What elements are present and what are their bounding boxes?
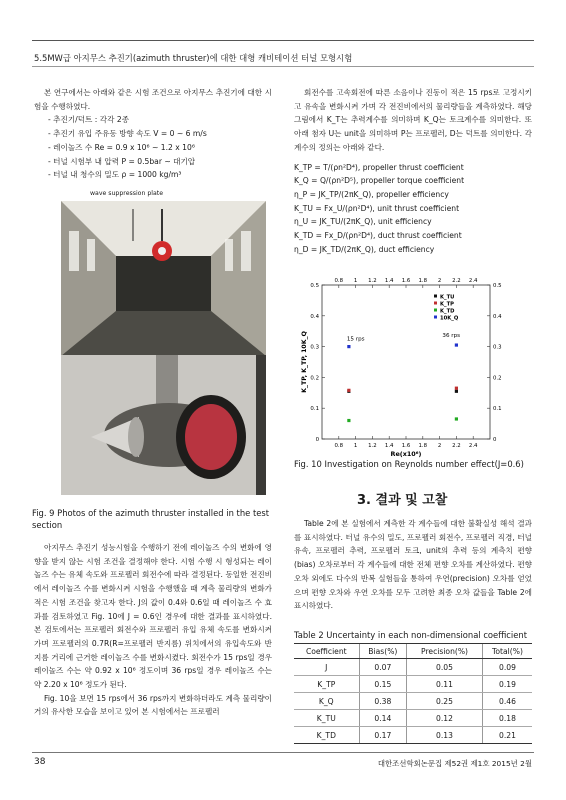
top-rule	[32, 40, 534, 41]
table-header-row	[294, 644, 532, 659]
x-tick-label-top: 2.2	[452, 278, 461, 284]
plot-frame	[322, 285, 490, 439]
y-tick-label-right: 0.2	[493, 375, 502, 382]
annotation-36rps: 36 rps	[442, 333, 461, 340]
x-tick-label-top: 1.6	[401, 278, 411, 284]
table-header: Bias(%)	[359, 644, 407, 659]
intro-paragraph: 본 연구에서는 아래와 같은 시험 조건으로 아지무스 추진기에 대한 시험을 수행하였다.	[34, 88, 272, 111]
y-tick-label: 0	[315, 437, 319, 443]
legend-marker	[434, 316, 437, 319]
x-tick-label: 1.2	[368, 443, 377, 449]
table2-caption: Table 2 Uncertainty in each non-dimensional coefficient	[294, 630, 527, 640]
running-head: 5.5MW급 아지무스 추진기(azimuth thruster)에 대한 대형 캐비테이션 터널 모형시험	[34, 53, 353, 63]
table-row	[294, 693, 532, 710]
formula: K_TU = Fx_U/(ρn²D⁴), unit thrust coefficient	[294, 203, 460, 213]
tunnel-photo	[61, 201, 266, 356]
y-tick-label: 0.1	[310, 406, 319, 413]
legend-label: 10K_Q	[440, 315, 459, 322]
journal-footer: 대한조선학회논문집 제52권 제1호 2015년 2월	[377, 759, 532, 768]
section-heading: 3. 결과 및 고찰	[357, 493, 448, 508]
x-tick-label-top: 1.8	[418, 278, 428, 284]
reynolds-paragraph: 아지무스 추진기 성능시험을 수행하기 전에 레이놀즈 수의 변화에 영향을 받지 않는 시험 조건을 결정해야 한다. 시험 수행 시 형성되는 레이놀즈 수는 유체 속도와 프로펠러 회전수에 따라 결정된다. 동일한 전진비에서 레이놀즈 수를 변화시켜 시험을 수행했을 때 계측 물리량의 변화가 적은 시험 조건을 찾고자 한다. J의 값이 0.4와 0.6일 때 레이놀즈 수 효과를 검토하였고 Fig. 10에 J = 0.6인 경우에 대한 결과를 표시하였다. 본 검토에서는 프로펠러 회전수와 프로펠러 유입 유체 속도를 변화시켜가며 프로펠러의 0.7R(R=프로펠러 반지름) 위치에서의 유입속도와 반지름 거리에 근거한 레이놀즈 수를 변화시켰다. 회전수가 15 rps일 경우 레이놀즈 수는 약 0.92 x 10⁶ 정도이며 36 rps일 경우 레이놀즈 수는 약 2.20 x 10⁶ 정도가 된다.	[34, 543, 272, 690]
condition-item: - 레이놀즈 수 Re = 0.9 x 10⁶ ~ 1.2 x 10⁶	[48, 142, 195, 152]
y-tick-label: 0.4	[310, 313, 319, 320]
x-tick-label: 1.8	[418, 443, 428, 449]
condition-item: - 추진기 유입 주유동 방향 속도 V = 0 ~ 6 m/s	[48, 129, 207, 139]
formula: K_Q = Q/(ρn²D⁵), propeller torque coefficient	[294, 176, 465, 186]
table-cell: 0.19	[482, 676, 532, 693]
table-cell: 0.14	[359, 710, 407, 727]
right-body-block	[294, 86, 532, 256]
x-tick-label: 1.6	[401, 443, 411, 449]
table-cell: 0.38	[359, 693, 407, 710]
thruster-photo	[61, 355, 266, 495]
condition-item: - 추진기/덕트 : 각각 2종	[48, 115, 130, 125]
x-tick-label-top: 1	[353, 278, 358, 284]
x-tick-label: 2.4	[468, 443, 478, 449]
table-cell: 0.25	[407, 693, 483, 710]
x-tick-label-top: 0.8	[334, 278, 344, 284]
fig9-caption: Fig. 9 Photos of the azimuth thruster installed in the test section	[32, 508, 270, 530]
data-point	[347, 389, 350, 392]
y-tick-label-right: 0.3	[493, 344, 502, 351]
table-row	[294, 710, 532, 727]
reynolds-chart	[294, 271, 526, 458]
table-row	[294, 727, 532, 744]
table-row	[294, 676, 532, 693]
table-cell: K_Q	[294, 693, 359, 710]
table-cell: 0.15	[359, 676, 407, 693]
legend-label: K_TD	[440, 308, 455, 315]
footer-rule	[32, 752, 534, 753]
y-tick-label-right: 0.4	[493, 313, 502, 320]
uncertainty-table	[294, 643, 532, 744]
condition-item: - 터널 시험부 내 압력 P = 0.5bar ~ 대기압	[48, 156, 196, 166]
y-tick-label-right: 0.5	[493, 283, 502, 289]
table-cell: 0.21	[482, 727, 532, 744]
table-cell: K_TP	[294, 676, 359, 693]
table-cell: 0.17	[359, 727, 407, 744]
y-tick-label: 0.5	[310, 283, 319, 289]
table-cell: 0.07	[359, 659, 407, 676]
table-cell: K_TD	[294, 727, 359, 744]
data-point	[347, 419, 350, 422]
left-intro-block	[34, 86, 272, 182]
x-tick-label: 2	[437, 443, 442, 449]
y-tick-label: 0.2	[310, 375, 319, 382]
x-tick-label-top: 2	[437, 278, 442, 284]
table-cell: J	[294, 659, 359, 676]
data-point	[347, 345, 350, 348]
table-cell: 0.13	[407, 727, 483, 744]
legend-marker	[434, 302, 437, 305]
chart-svg	[294, 271, 526, 458]
table-header: Coefficient	[294, 644, 359, 659]
x-tick-label: 1	[353, 443, 358, 449]
y-tick-label-right: 0.1	[493, 406, 502, 413]
head-rule	[32, 66, 534, 67]
formula: K_TP = T/(ρn²D⁴), propeller thrust coefficient	[294, 162, 464, 172]
table-header: Precision(%)	[407, 644, 483, 659]
x-tick-label-top: 2.4	[468, 278, 478, 284]
fig10-caption: Fig. 10 Investigation on Reynolds number effect(J=0.6)	[294, 459, 524, 469]
left-body-block	[34, 541, 272, 719]
x-tick-label: 0.8	[334, 443, 344, 449]
y-tick-label-right: 0	[493, 437, 497, 443]
table-cell: 0.05	[407, 659, 483, 676]
table-row	[294, 659, 532, 676]
photo-label: wave suppression plate	[90, 190, 164, 197]
table-body	[294, 659, 532, 744]
legend-marker	[434, 295, 437, 298]
annotation-15rps: 15 rps	[346, 336, 365, 343]
table-cell: 0.12	[407, 710, 483, 727]
x-tick-label-top: 1.2	[368, 278, 377, 284]
legend-label: K_TP	[440, 301, 454, 308]
table-header: Total(%)	[482, 644, 532, 659]
formula: η_P = JK_TP/(2πK_Q), propeller efficiency	[294, 189, 449, 199]
table-cell: 0.18	[482, 710, 532, 727]
table-cell: 0.09	[482, 659, 532, 676]
formula: K_TD = Fx_D/(ρn²D⁴), duct thrust coefficient	[294, 231, 462, 241]
table-cell: K_TU	[294, 710, 359, 727]
condition-item: - 터널 내 청수의 밀도 ρ = 1000 kg/m³	[48, 170, 182, 180]
page-number: 38	[34, 757, 46, 767]
data-point	[455, 343, 458, 346]
x-axis-label: Re(x10⁶)	[390, 450, 422, 458]
data-point	[455, 387, 458, 390]
table-cell: 0.46	[482, 693, 532, 710]
data-point	[455, 417, 458, 420]
y-axis-label: K_TP, K_TP, 10K_Q	[301, 331, 308, 393]
formula-list	[294, 161, 532, 257]
x-tick-label-top: 1.4	[384, 278, 394, 284]
x-tick-label: 2.2	[452, 443, 461, 449]
table-cell: 0.11	[407, 676, 483, 693]
coefficient-paragraph: 회전수를 고속회전에 따른 소음이나 진동이 적은 15 rps로 고정시키고 유속을 변화시켜 가며 각 전진비에서의 물리량들을 계측하였다. 해당 그림에서 K_T는 추력계수를 의미하며 K_Q는 토크계수를 의미한다. 또 아래 첨자 U는 unit을 의미하며 P는 프로펠러, D는 덕트를 의미한다. 각 계수의 정의는 아래와 같다.	[294, 88, 532, 152]
formula: η_U = JK_TU/(2πK_Q), unit efficiency	[294, 217, 432, 227]
formula: η_D = JK_TD/(2πK_Q), duct efficiency	[294, 244, 435, 254]
y-tick-label: 0.3	[310, 344, 319, 351]
legend-label: K_TU	[440, 294, 455, 301]
fig10-paragraph: Fig. 10을 보면 15 rps에서 36 rps까지 변화하더라도 계측 물리량이 거의 유사한 모습을 보이고 있어 본 시험에서는 프로펠러	[34, 693, 272, 717]
legend-marker	[434, 309, 437, 312]
results-paragraph: Table 2에 본 실험에서 계측한 각 계수들에 대한 불확실성 해석 결과를 표시하였다. 터널 유수의 밀도, 프로펠러 회전수, 프로펠러 직경, 터널 유속, 프로펠러 추력, 프로펠러 토크, unit의 추력 등의 계측치 편향(bias) 오차로부터 각 계수들에 대한 전체 편향 오차를 계산하였다. 편향 오차 외에도 다수의 반복 실험들을 통하여 우연(precision) 오차를 얻었으며 편향 오차와 우연 오차를 모두 고려한 최종 오차 값들을 Table 2에 표시하였다.	[294, 519, 532, 611]
x-tick-label: 1.4	[384, 443, 394, 449]
results-block	[294, 517, 532, 613]
data-point	[455, 390, 458, 393]
